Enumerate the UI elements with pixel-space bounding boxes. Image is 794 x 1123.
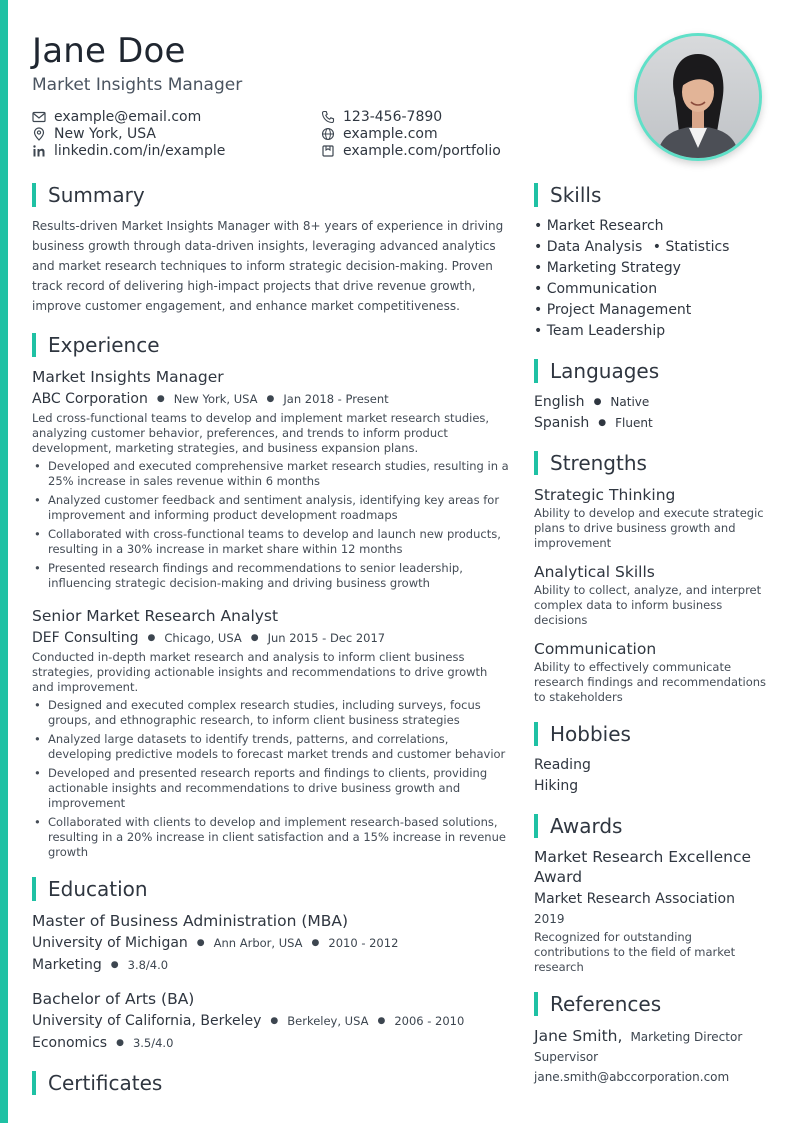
portfolio-icon <box>321 144 335 158</box>
job-location: New York, USA <box>173 392 258 406</box>
candidate-name: Jane Doe <box>32 31 186 71</box>
gpa: 3.5/4.0 <box>132 1036 174 1050</box>
field-of-study: Marketing <box>32 957 102 973</box>
strength-title: Strategic Thinking <box>534 486 676 504</box>
candidate-role: Market Insights Manager <box>32 75 243 95</box>
summary-text: Results-driven Market Insights Manager with 8+ years of experience in driving business growth through data-driven insights, leveraging advanced analytics and market research techniques to inform strategic decision-making. Proven track record of delivering high-impact projects that drive revenue growth, improve customer engagement, and enhance market competitiveness. <box>32 219 504 313</box>
hobby-item: Reading <box>534 757 591 773</box>
reference-relation: Supervisor <box>534 1050 599 1064</box>
references-heading: References <box>534 991 769 1017</box>
education-entry <box>32 988 512 1054</box>
skill-item: • Team Leadership <box>534 323 666 339</box>
reference-item <box>534 1025 769 1087</box>
hobbies-heading: Hobbies <box>534 721 769 747</box>
reference-name: Jane Smith, <box>534 1027 623 1045</box>
skill-item: • Project Management <box>534 302 692 318</box>
skills-heading: Skills <box>534 182 769 208</box>
list-item: • Developed and executed comprehensive market research studies, resulting in a 25% increase in sales revenue within 6 months <box>32 459 512 489</box>
strength-desc: Ability to develop and execute strategic plans to drive business growth and improvement <box>534 506 764 550</box>
globe-icon <box>321 127 335 141</box>
phone-icon <box>321 110 335 124</box>
school-name: University of Michigan <box>32 935 188 951</box>
list-item: • Collaborated with clients to develop and implement research-based solutions, resulting in a 20% increase in client satisfaction and a 15% increase in revenue growth <box>32 815 512 860</box>
degree-title: Bachelor of Arts (BA) <box>32 990 195 1008</box>
job-company: ABC Corporation <box>32 391 148 407</box>
job-description: Led cross-functional teams to develop and implement market research studies, analyzing customer behavior, preferences, and trends to inform product development, marketing strategies, and business expansion plans. <box>32 411 490 455</box>
strength-item <box>534 484 769 551</box>
education-dates: 2010 - 2012 <box>328 936 399 950</box>
skill-item: • Statistics <box>652 239 730 255</box>
education-field: Marketing ● 3.8/4.0 <box>32 954 512 976</box>
list-item: • Analyzed large datasets to identify trends, patterns, and correlations, developing predictive models to forecast market trends and customer behavior <box>32 732 512 762</box>
contact-phone[interactable] <box>321 108 552 125</box>
strength-desc: Ability to collect, analyze, and interpret complex data to inform business decisions <box>534 583 762 627</box>
education-entry <box>32 910 512 976</box>
education-field: Economics ● 3.5/4.0 <box>32 1032 512 1054</box>
job-company: DEF Consulting <box>32 630 139 646</box>
school-name: University of California, Berkeley <box>32 1013 262 1029</box>
linkedin-icon <box>32 144 46 158</box>
award-year: 2019 <box>534 912 565 926</box>
strengths-heading: Strengths <box>534 450 769 476</box>
hobbies-list <box>534 755 769 797</box>
header <box>32 30 632 95</box>
languages-heading: Languages <box>534 358 769 384</box>
main-column <box>32 182 512 1104</box>
job-description: Conducted in-depth market research and analysis to inform client business strategies, providing actionable insights and recommendations to drive growth and improvement. <box>32 650 488 694</box>
award-desc: Recognized for outstanding contributions to the field of market research <box>534 930 736 974</box>
skill-item: • Marketing Strategy <box>534 260 681 276</box>
award-title: Market Research Excellence Award <box>534 848 752 886</box>
contact-location-text: New York, USA <box>54 125 156 142</box>
location-icon <box>32 127 46 141</box>
school-location: Berkeley, USA <box>287 1014 369 1028</box>
strength-title: Analytical Skills <box>534 563 655 581</box>
language-item: Spanish ● Fluent <box>534 415 653 431</box>
language-item: English ● Native <box>534 394 650 410</box>
skill-item: • Communication <box>534 281 658 297</box>
strength-item <box>534 638 769 705</box>
strength-item <box>534 561 769 628</box>
contact-location <box>32 125 321 142</box>
contact-portfolio[interactable] <box>321 142 552 159</box>
contact-website-text: example.com <box>343 125 438 142</box>
job-title: Market Insights Manager <box>32 368 224 386</box>
contact-info <box>32 108 552 159</box>
education-heading: Education <box>32 876 512 902</box>
job-bullets <box>32 698 512 860</box>
list-item: • Presented research findings and recommendations to senior leadership, influencing strategic decision-making and driving business growth <box>32 561 512 591</box>
profile-photo <box>634 33 762 161</box>
accent-bar <box>0 0 8 1123</box>
job-meta: ABC Corporation ● New York, USA ● Jan 2018 - Present <box>32 388 512 410</box>
contact-portfolio-text: example.com/portfolio <box>343 142 501 159</box>
degree-title: Master of Business Administration (MBA) <box>32 912 349 930</box>
contact-email[interactable] <box>32 108 321 125</box>
awards-heading: Awards <box>534 813 769 839</box>
award-item <box>534 847 769 975</box>
reference-email[interactable]: jane.smith@abccorporation.com <box>534 1070 730 1084</box>
education-dates: 2006 - 2010 <box>394 1014 465 1028</box>
contact-website[interactable] <box>321 125 552 142</box>
job-entry <box>32 605 512 860</box>
strength-title: Communication <box>534 640 657 658</box>
languages-list <box>534 392 769 434</box>
gpa: 3.8/4.0 <box>127 958 169 972</box>
job-entry <box>32 366 512 591</box>
education-meta: University of Michigan ● Ann Arbor, USA ● 2010 - 2012 <box>32 932 512 954</box>
school-location: Ann Arbor, USA <box>213 936 303 950</box>
certificates-heading: Certificates <box>32 1070 512 1096</box>
job-meta: DEF Consulting ● Chicago, USA ● Jun 2015 - Dec 2017 <box>32 627 512 649</box>
contact-linkedin[interactable] <box>32 142 321 159</box>
job-dates: Jun 2015 - Dec 2017 <box>267 631 386 645</box>
skill-item: • Data Analysis <box>534 239 643 255</box>
side-column <box>534 182 769 1087</box>
job-location: Chicago, USA <box>164 631 242 645</box>
skills-list <box>534 216 769 342</box>
experience-heading: Experience <box>32 332 512 358</box>
reference-position: Marketing Director <box>630 1030 743 1044</box>
contact-linkedin-text: linkedin.com/in/example <box>54 142 226 159</box>
education-meta: University of California, Berkeley ● Berkeley, USA ● 2006 - 2010 <box>32 1010 512 1032</box>
list-item: • Developed and presented research reports and findings to clients, providing actionable insights and recommendations to drive business growth and improvement <box>32 766 512 811</box>
mail-icon <box>32 110 46 124</box>
award-org: Market Research Association <box>534 891 735 907</box>
list-item: • Collaborated with cross-functional teams to develop and launch new products, resulting in a 30% increase in market share within 12 months <box>32 527 512 557</box>
contact-phone-text: 123-456-7890 <box>343 108 443 125</box>
summary-heading: Summary <box>32 182 512 208</box>
skill-item: • Market Research <box>534 218 664 234</box>
strength-desc: Ability to effectively communicate research findings and recommendations to stakeholders <box>534 660 767 704</box>
contact-email-text: example@email.com <box>54 108 202 125</box>
job-bullets <box>32 459 512 591</box>
list-item: • Designed and executed complex research studies, including surveys, focus groups, and ethnographic research, to inform client business strategies <box>32 698 512 728</box>
job-dates: Jan 2018 - Present <box>283 392 389 406</box>
field-of-study: Economics <box>32 1035 108 1051</box>
job-title: Senior Market Research Analyst <box>32 607 279 625</box>
hobby-item: Hiking <box>534 778 579 794</box>
list-item: • Analyzed customer feedback and sentiment analysis, identifying key areas for improvement and informing product development roadmaps <box>32 493 512 523</box>
